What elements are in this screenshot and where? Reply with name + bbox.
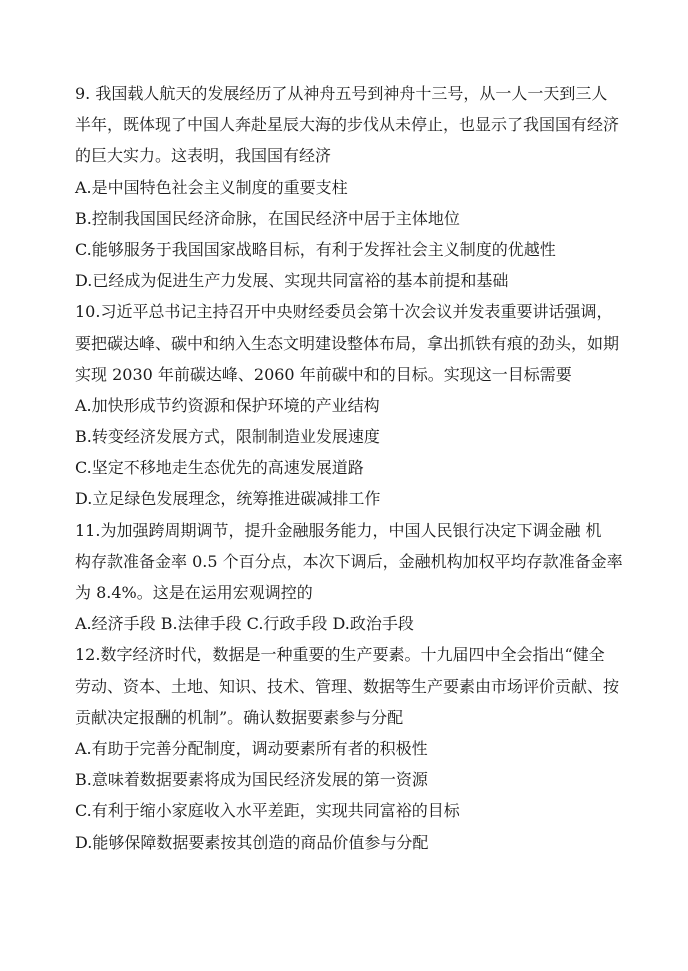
option-d: D.立足绿色发展理念，统筹推进碳减排工作 — [75, 489, 381, 509]
question-stem-line: 12.数字经济时代，数据是一种重要的生产要素。十九届四中全会指出“健全 — [75, 645, 605, 665]
option-d: D.已经成为促进生产力发展、实现共同富裕的基本前提和基础 — [75, 271, 509, 291]
option-c: C.能够服务于我国国家战略目标，有利于发挥社会主义制度的优越性 — [75, 239, 556, 259]
question-12 — [75, 639, 635, 857]
options-line: A.经济手段 B.法律手段 C.行政手段 D.政治手段 — [75, 614, 414, 634]
option-c: C.坚定不移地走生态优先的高速发展道路 — [75, 458, 364, 478]
question-11 — [75, 515, 635, 640]
question-stem-line: 劳动、资本、土地、知识、技术、管理、数据等生产要素由市场评价贡献、按 — [75, 676, 620, 696]
option-a: A.是中国特色社会主义制度的重要支柱 — [75, 177, 348, 197]
document-content — [75, 78, 635, 858]
question-stem-line: 构存款准备金率 0.5 个百分点，本次下调后，金融机构加权平均存款准备金率 — [75, 551, 623, 571]
question-stem-line: 11.为加强跨周期调节，提升金融服务能力，中国人民银行决定下调金融 机 — [75, 520, 602, 540]
question-stem-line: 实现 2030 年前碳达峰、2060 年前碳中和的目标。实现这一目标需要 — [75, 364, 572, 384]
question-9 — [75, 78, 635, 296]
option-a: A.有助于完善分配制度，调动要素所有者的积极性 — [75, 738, 428, 758]
question-stem-line: 10.习近平总书记主持召开中央财经委员会第十次会议并发表重要讲话强调， — [75, 302, 613, 322]
question-stem-line: 贡献决定报酬的机制”。确认数据要素参与分配 — [75, 707, 404, 727]
question-stem-line: 要把碳达峰、碳中和纳入生态文明建设整体布局，拿出抓铁有痕的劲头，如期 — [75, 333, 620, 353]
option-a: A.加快形成节约资源和保护环境的产业结构 — [75, 395, 380, 415]
option-c: C.有利于缩小家庭收入水平差距，实现共同富裕的目标 — [75, 801, 460, 821]
option-b: B.转变经济发展方式，限制制造业发展速度 — [75, 427, 380, 447]
option-b: B.意味着数据要素将成为国民经济发展的第一资源 — [75, 770, 428, 790]
question-stem-line: 为 8.4%。这是在运用宏观调控的 — [75, 583, 313, 602]
question-stem-line: 半年，既体现了中国人奔赴星辰大海的步伐从未停止，也显示了我国国有经济 — [75, 115, 620, 135]
question-stem-line: 的巨大实力。这表明，我国国有经济 — [75, 146, 332, 166]
question-10 — [75, 296, 635, 514]
option-b: B.控制我国国民经济命脉，在国民经济中居于主体地位 — [75, 208, 460, 228]
option-d: D.能够保障数据要素按其创造的商品价值参与分配 — [75, 832, 429, 852]
question-stem-line: 9. 我国载人航天的发展经历了从神舟五号到神舟十三号，从一人一天到三人 — [75, 84, 608, 103]
